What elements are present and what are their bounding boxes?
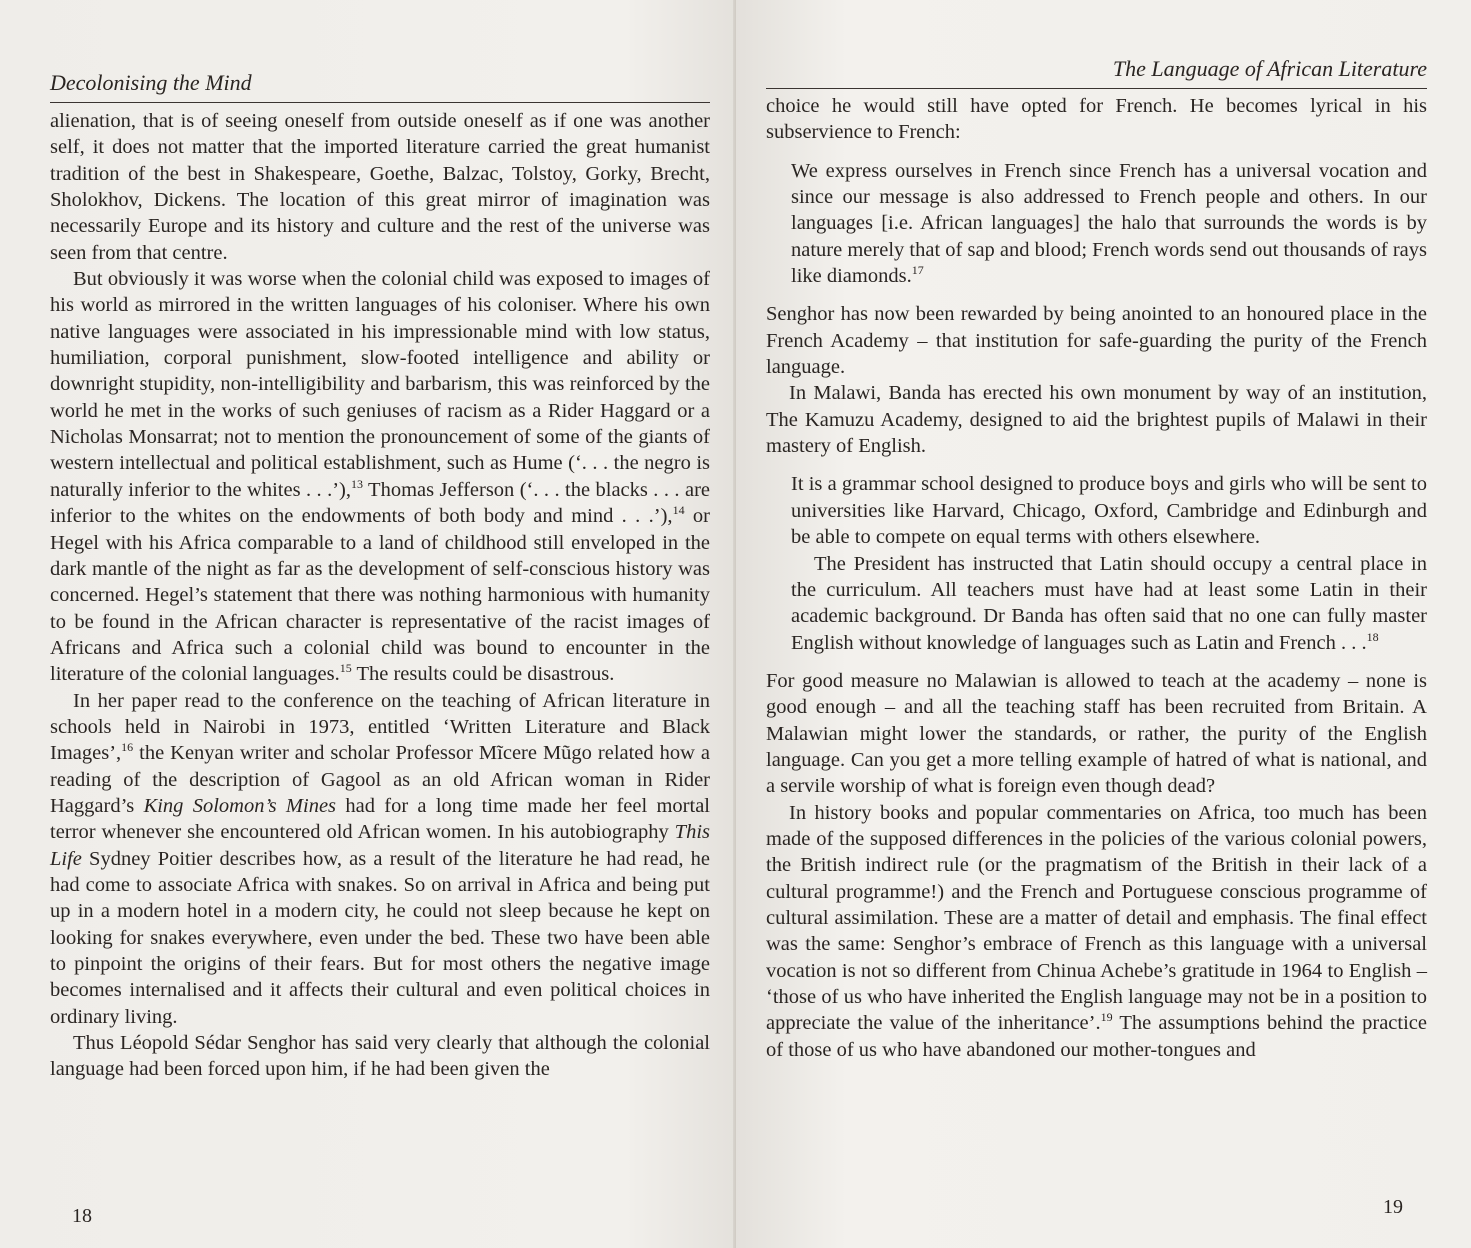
quote-paragraph: It is a grammar school designed to produce boys and girls who will be sent to universities like Harvard, Chicago, Oxford, Cambridge and Edinburgh and be able to compete on equal terms with others elsewhere.	[791, 473, 1427, 549]
right-page-text	[766, 93, 1427, 1063]
paragraph: alienation, that is of seeing oneself from outside oneself as if one was another self, it does not matter that the imported literature carried the great humanist tradition of the best in Shakespeare, Goethe, Balzac, Tolstoy, Gorky, Brecht, Sholokhov, Dickens. The location of this great mirror of imagination was necessarily Europe and its history and culture and the rest of the universe was seen from that centre.	[50, 110, 710, 264]
block-quote	[791, 158, 1427, 290]
footnote-ref: 18	[1366, 629, 1379, 644]
quote-paragraph: The President has instructed that Latin should occupy a central place in the curriculum. All teachers must have had at least some Latin in their academic background. Dr Banda has often said that no one can fully master English without knowledge of languages such as Latin and French . . .$^{18}$	[791, 552, 1427, 654]
book-title: This Life	[50, 821, 710, 870]
footnote-ref: 19	[1100, 1010, 1113, 1025]
left-page	[0, 0, 735, 1248]
book-title: King Solomon’s Mines	[143, 794, 337, 817]
paragraph: In her paper read to the conference on the teaching of African literature in schools held in Nairobi in 1973, entitled ‘Written Literature and Black Images’,$^{16}$ the Kenyan writer and scholar Professor Mĩcere Mũgo related how a reading of the description of Gagool as an old African woman in Rider Haggard’s King Solomon’s Mines had for a long time made her feel mortal terror whenever she encountered old African women. In his autobiography This Life Sydney Poitier describes how, as a result of the literature he had read, he had come to associate Africa with snakes. So on arrival in Africa and being put up in a modern hotel in a modern city, he could not sleep because he kept on looking for snakes everywhere, even under the bed. These two have been able to pinpoint the origins of their fears. But for most others the negative image becomes internalised and it affects their cultural and even political choices in ordinary living.	[50, 689, 710, 1028]
right-running-head: The Language of African Literature	[766, 56, 1427, 89]
footnote-ref: 13	[351, 476, 363, 491]
footnote-ref: 17	[911, 263, 924, 278]
paragraph: choice he would still have opted for French. He becomes lyrical in his subservience to French:	[766, 95, 1427, 144]
paragraph: Senghor has now been rewarded by being anointed to an honoured place in the French Academy – that institution for safe-guarding the purity of the French language.	[766, 303, 1427, 379]
footnote-ref: 15	[339, 661, 352, 676]
paragraph: Thus Léopold Sédar Senghor has said very clearly that although the colonial language had been forced upon him, if he had been given the	[50, 1032, 710, 1081]
paragraph: In history books and popular commentaries on Africa, too much has been made of the supposed differences in the policies of the various colonial powers, the British indirect rule (or the pragmatism of the British in their lack of a cultural programme!) and the French and Portuguese conscious programme of cultural assimilation. These are a matter of detail and emphasis. The final effect was the same: Senghor’s embrace of French as this language with a universal vocation is not so different from Chinua Achebe’s gratitude in 1964 to English – ‘those of us who have inherited the English language may not be in a position to appreciate the value of the inheritance’.$^{19}$ The assumptions behind the practice of those of us who have abandoned our mother-tongues and	[766, 801, 1427, 1061]
quote-paragraph: We express ourselves in French since French has a universal vocation and since our message is also addressed to French people and others. In our languages [i.e. African languages] the halo that surrounds the words is by nature merely that of sap and blood; French words send out thousands of rays like diamonds.$^{17}$	[791, 159, 1427, 288]
left-running-head: Decolonising the Mind	[50, 70, 710, 103]
paragraph: But obviously it was worse when the colonial child was exposed to images of his world as mirrored in the written languages of his coloniser. Where his own native languages were associated in his impressionable mind with low status, humiliation, corporal punishment, slow-footed intelligence and ability or downright stupidity, non-intelligibility and barbarism, this was reinforced by the world he met in the works of such geniuses of racism as a Rider Haggard or a Nicholas Monsarrat; not to mention the pronouncement of some of the giants of western intellectual and political establishment, such as Hume (‘. . . the negro is naturally inferior to the whites . . .’),$^{13}$ Thomas Jefferson (‘. . . the blacks . . . are inferior to the whites on the endowments of both body and mind . . .’),$^{14}$ or Hegel with his Africa comparable to a land of childhood still enveloped in the dark mantle of the night as far as the development of self-conscious history was concerned. Hegel’s statement that there was nothing harmonious with humanity to be found in the African character is representative of the racist images of Africans and Africa such a colonial child was bound to encounter in the literature of the colonial languages.$^{15}$ The results could be disastrous.	[50, 268, 710, 686]
paragraph: For good measure no Malawian is allowed to teach at the academy – none is good enough – and all the teaching staff has been recruited from Britain. A Malawian might lower the standards, or rather, the purity of the English language. Can you get a more telling example of hatred of what is national, and a servile worship of what is foreign even though dead?	[766, 669, 1427, 798]
block-quote	[791, 471, 1427, 655]
right-page	[736, 0, 1471, 1248]
right-page-number: 19	[1383, 1196, 1403, 1218]
left-page-text	[50, 108, 710, 1083]
footnote-ref: 16	[121, 740, 134, 755]
paragraph: In Malawi, Banda has erected his own monument by way of an institution, The Kamuzu Academy, designed to aid the brightest pupils of Malawi in their mastery of English.	[766, 382, 1427, 458]
left-page-number: 18	[72, 1205, 92, 1227]
footnote-ref: 14	[672, 503, 685, 518]
